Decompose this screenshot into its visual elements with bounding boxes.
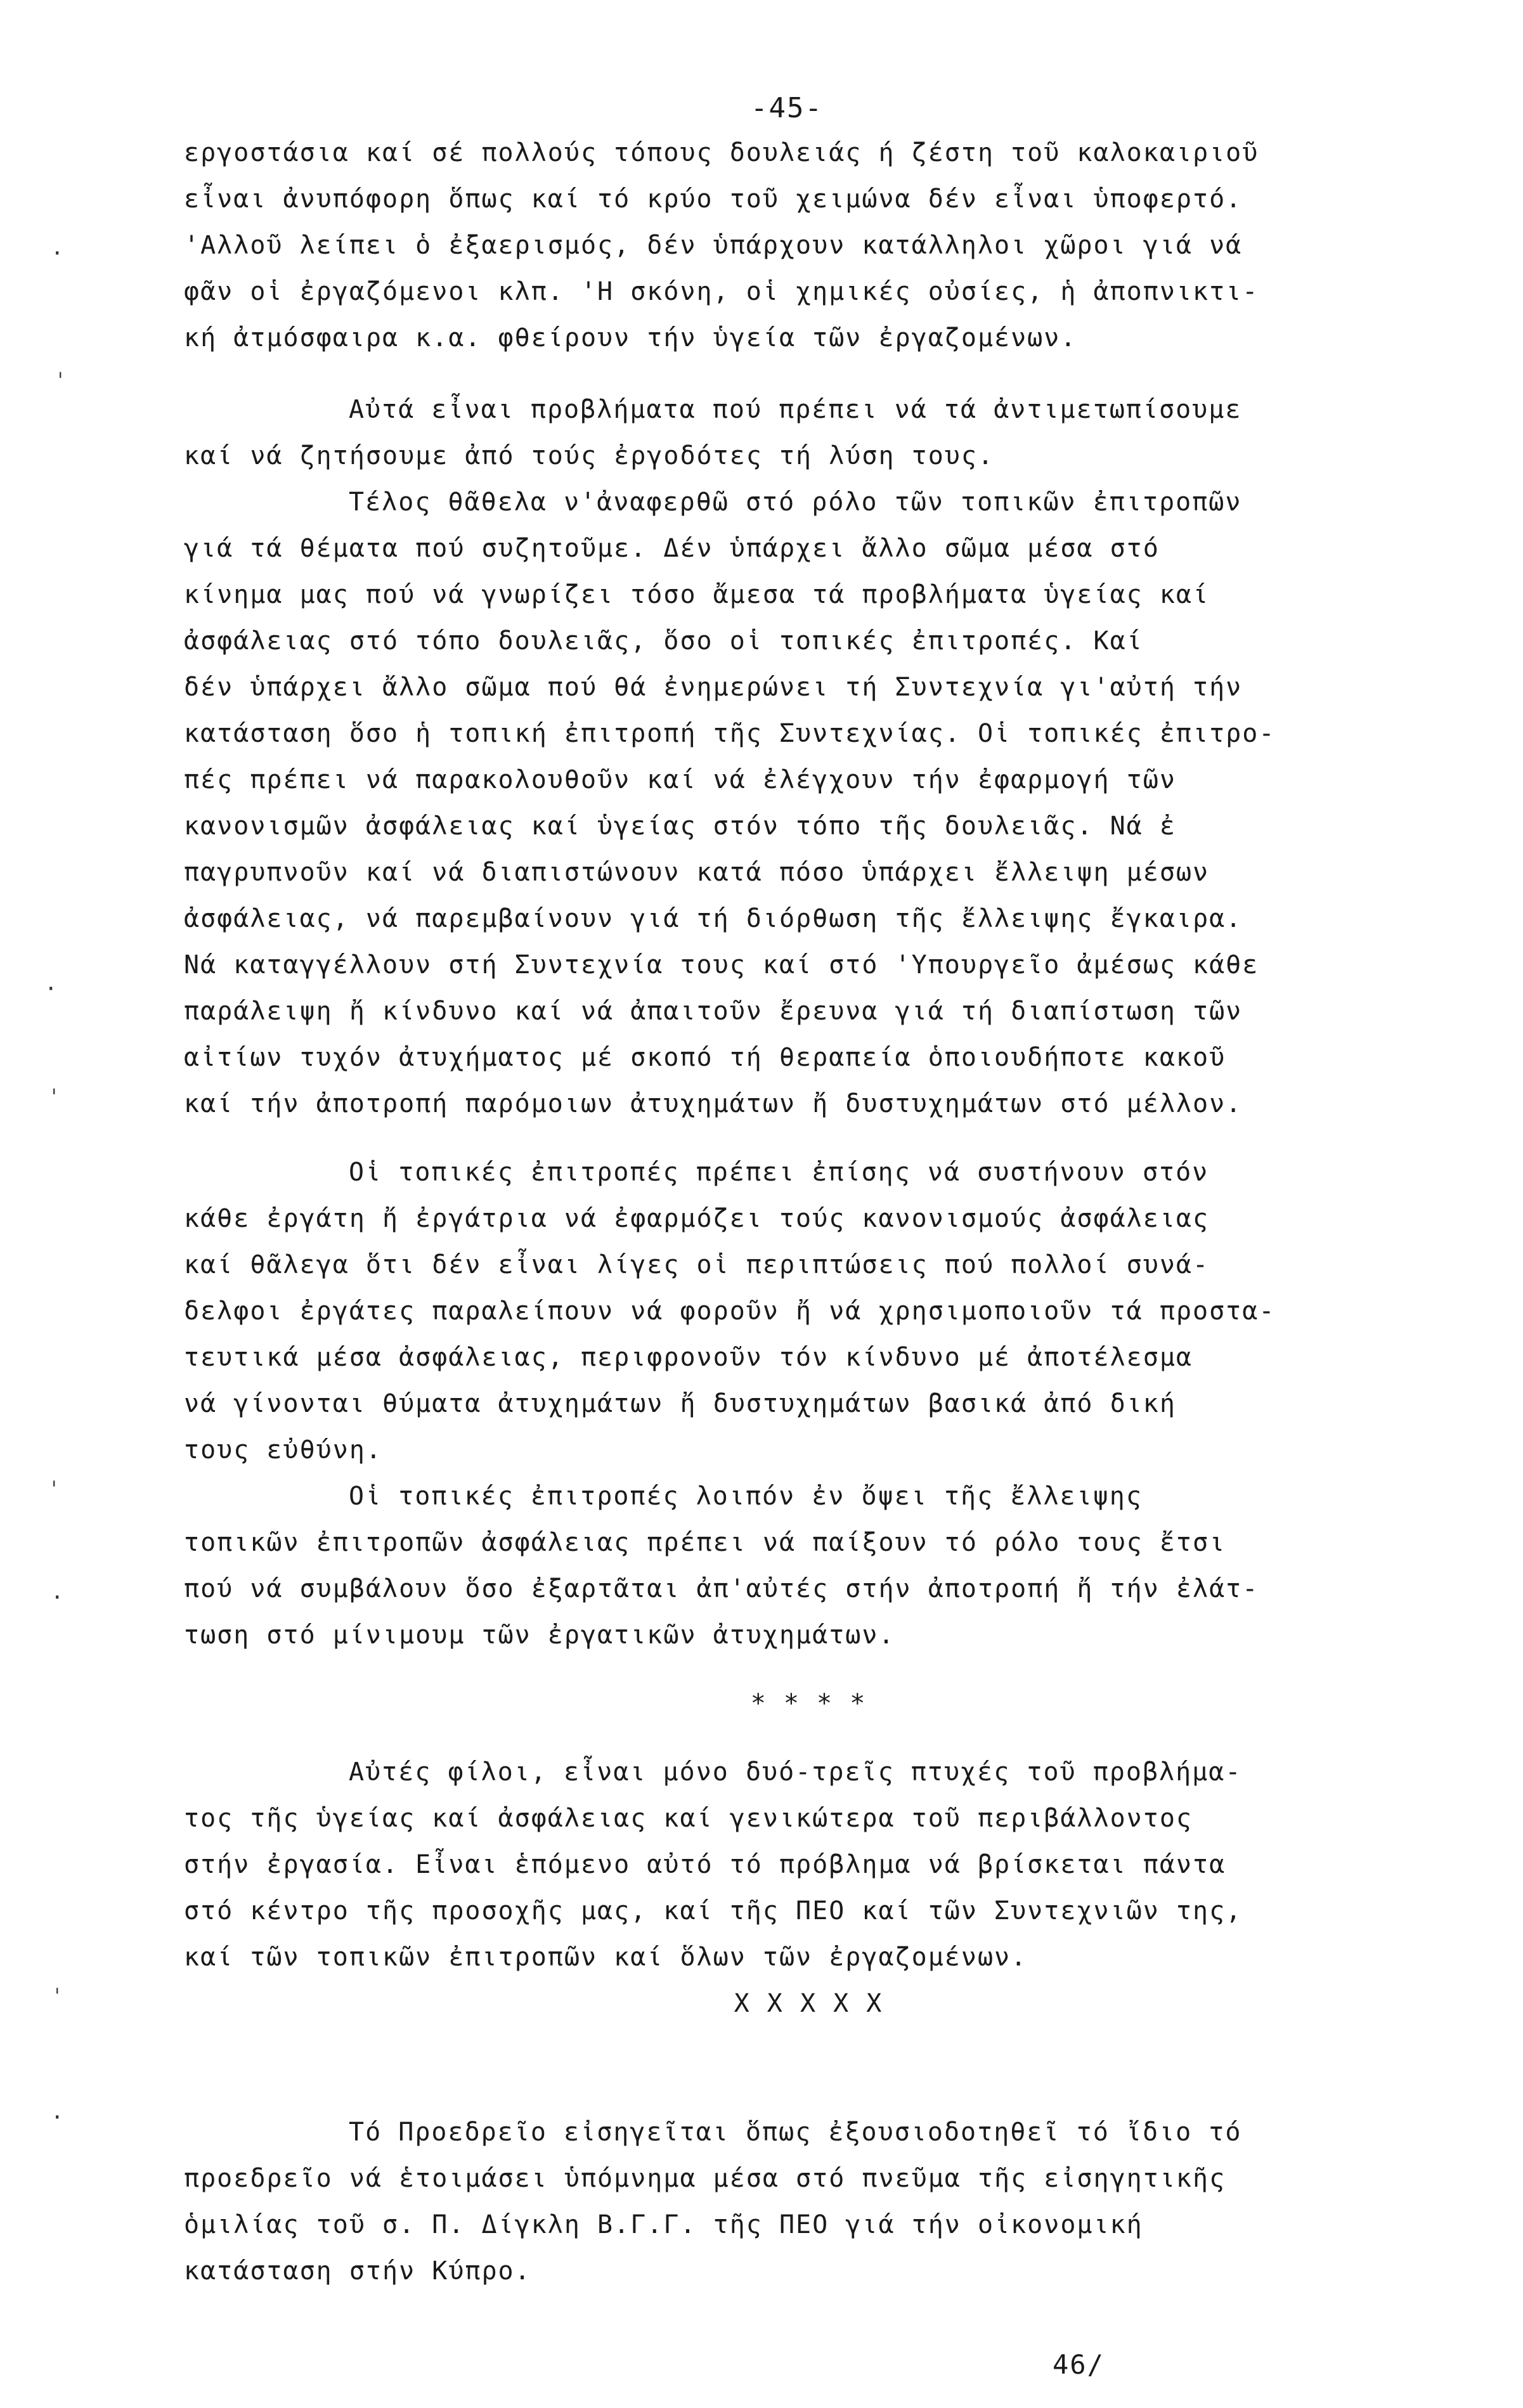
text-line: Οἱ τοπικές ἐπιτροπές πρέπει ἐπίσης νά συστήνουν στόν	[349, 1158, 1209, 1187]
star-separator: * * * *	[750, 1689, 867, 1718]
text-line: δέν ὑπάρχει ἄλλο σῶμα πού θά ἐνημερώνει τή Συντεχνία γι'αὐτή τήν	[184, 673, 1243, 702]
text-line: κάθε ἐργάτη ἤ ἐργάτρια νά ἐφαρμόζει τούς κανονισμούς ἀσφάλειας	[184, 1204, 1210, 1233]
text-line: 'Αλλοῦ λείπει ὁ ἐξαερισμός, δέν ὑπάρχουν κατάλληλοι χῶροι γιά νά	[184, 231, 1243, 260]
text-line: κατάσταση στήν Κύπρο.	[184, 2256, 531, 2286]
text-line: καί θᾶλεγα ὅτι δέν εἶναι λίγες οἱ περιπτώσεις πού πολλοί συνά-	[184, 1250, 1210, 1279]
text-line: στό κέντρο τῆς προσοχῆς μας, καί τῆς ΠΕΟ καί τῶν Συντεχνιῶν της,	[184, 1896, 1243, 1926]
scan-mark-icon: ˈ	[51, 1984, 64, 2010]
text-line: κίνημα μας πού νά γνωρίζει τόσο ἄμεσα τά προβλήματα ὑγείας καί	[184, 580, 1210, 609]
text-line: Οἱ τοπικές ἐπιτροπές λοιπόν ἐν ὄψει τῆς ἔλλειψης	[349, 1482, 1143, 1511]
text-line: κή ἀτμόσφαιρα κ.α. φθείρουν τήν ὑγεία τῶν ἐργαζομένων.	[184, 323, 1077, 353]
page-number: -45-	[751, 92, 823, 124]
text-line: ἀσφάλειας, νά παρεμβαίνουν γιά τή διόρθωση τῆς ἔλλειψης ἔγκαιρα.	[184, 904, 1243, 933]
text-line: Αὐτά εἶναι προβλήματα πού πρέπει νά τά ἀντιμετωπίσουμε	[349, 395, 1242, 424]
text-line: καί νά ζητήσουμε ἀπό τούς ἐργοδότες τή λύση τους.	[184, 441, 995, 470]
scan-mark-icon: ˌ	[48, 1071, 61, 1097]
text-line: τοπικῶν ἐπιτροπῶν ἀσφάλειας πρέπει νά παίξουν τό ρόλο τους ἔτσι	[184, 1528, 1226, 1557]
scan-mark-icon: ˈ	[48, 1477, 61, 1503]
text-line: προεδρεῖο νά ἑτοιμάσει ὑπόμνημα μέσα στό πνεῦμα τῆς εἰσηγητικῆς	[184, 2164, 1226, 2193]
paragraph	[184, 387, 1458, 479]
text-line: Αὐτές φίλοι, εἶναι μόνο δυό-τρεῖς πτυχές τοῦ προβλήμα-	[349, 1757, 1242, 1787]
continuation-page-marker: 46/	[1053, 2349, 1105, 2380]
text-line: Τό Προεδρεῖο εἰσηγεῖται ὅπως ἐξουσιοδοτηθεῖ τό ἴδιο τό	[349, 2118, 1242, 2147]
paragraph	[184, 130, 1458, 361]
text-line: καί τῶν τοπικῶν ἐπιτροπῶν καί ὅλων τῶν ἐργαζομένων.	[184, 1943, 1028, 1972]
scan-mark-icon: ·	[51, 1585, 64, 1610]
text-line: τος τῆς ὑγείας καί ἀσφάλειας καί γενικώτερα τοῦ περιβάλλοντος	[184, 1804, 1193, 1833]
text-line: πές πρέπει νά παρακολουθοῦν καί νά ἐλέγχουν τήν ἐφαρμογή τῶν	[184, 765, 1176, 794]
text-line: δελφοι ἐργάτες παραλείπουν νά φοροῦν ἤ νά χρησιμοποιοῦν τά προστα-	[184, 1297, 1276, 1326]
text-line: τωση στό μίνιμουμ τῶν ἐργατικῶν ἀτυχημάτων.	[184, 1621, 895, 1650]
scan-mark-icon: ˌ	[54, 355, 67, 380]
text-line: κατάσταση ὅσο ἡ τοπική ἐπιτροπή τῆς Συντεχνίας. Οἱ τοπικές ἐπιτρο-	[184, 719, 1276, 748]
text-line: πού νά συμβάλουν ὅσο ἐξαρτᾶται ἀπ'αὐτές στήν ἀποτροπή ἤ τήν ἐλάτ-	[184, 1574, 1259, 1603]
scan-mark-icon: ·	[51, 241, 64, 266]
paragraph-gap	[184, 2027, 1458, 2109]
paragraph-gap	[184, 1127, 1458, 1149]
text-line: στήν ἐργασία. Εἶναι ἑπόμενο αὐτό τό πρόβλημα νά βρίσκεται πάντα	[184, 1850, 1226, 1879]
paragraph	[184, 1749, 1458, 1981]
scan-mark-icon: ·	[44, 976, 58, 1002]
text-line: εργοστάσια καί σέ πολλούς τόπους δουλειάς ή ζέστη τοῦ καλοκαιριοῦ	[184, 138, 1259, 167]
text-line: αἰτίων τυχόν ἀτυχήματος μέ σκοπό τή θεραπεία ὁποιουδήποτε κακοῦ	[184, 1043, 1226, 1072]
text-line: εἶναι ἀνυπόφορη ὅπως καί τό κρύο τοῦ χειμώνα δέν εἶναι ὑποφερτό.	[184, 184, 1243, 214]
text-line: καί τήν ἀποτροπή παρόμοιων ἀτυχημάτων ἤ δυστυχημάτων στό μέλλον.	[184, 1089, 1243, 1118]
paragraph	[184, 2109, 1458, 2295]
text-line: ἀσφάλειας στό τόπο δουλειᾶς, ὅσο οἱ τοπικές ἐπιτροπές. Καί	[184, 626, 1143, 656]
text-line: φᾶν οἱ ἐργαζόμενοι κλπ. 'Η σκόνη, οἱ χημικές οὐσίες, ἡ ἀποπνικτι-	[184, 277, 1259, 306]
paragraph-gap	[184, 361, 1458, 387]
paragraph-gap	[184, 1659, 1458, 1681]
scan-mark-icon: ·	[51, 2105, 64, 2130]
x-separator: X X X X X	[734, 1989, 883, 2018]
paragraph-gap	[184, 1727, 1458, 1749]
text-line: κανονισμῶν ἀσφάλειας καί ὑγείας στόν τόπο τῆς δουλειᾶς. Νά ἐ	[184, 812, 1176, 841]
text-line: παγρυπνοῦν καί νά διαπιστώνουν κατά πόσο ὑπάρχει ἔλλειψη μέσων	[184, 858, 1210, 887]
paragraph	[184, 1473, 1458, 1659]
text-line: Νά καταγγέλλουν στή Συντεχνία τους καί στό 'Υπουργεῖο ἀμέσως κάθε	[184, 950, 1259, 980]
document-body	[184, 130, 1458, 2295]
paragraph	[184, 1149, 1458, 1473]
paragraph	[184, 479, 1458, 1127]
text-line: τους εὐθύνη.	[184, 1435, 382, 1465]
text-line: γιά τά θέματα πού συζητοῦμε. Δέν ὑπάρχει ἄλλο σῶμα μέσα στό	[184, 534, 1160, 563]
text-line: νά γίνονται θύματα ἀτυχημάτων ἤ δυστυχημάτων βασικά ἀπό δική	[184, 1389, 1176, 1418]
text-line: παράλειψη ἤ κίνδυνο καί νά ἀπαιτοῦν ἔρευνα γιά τή διαπίστωση τῶν	[184, 997, 1243, 1026]
text-line: τευτικά μέσα ἀσφάλειας, περιφρονοῦν τόν κίνδυνο μέ ἀποτέλεσμα	[184, 1343, 1193, 1372]
text-line: Τέλος θᾶθελα ν'ἀναφερθῶ στό ρόλο τῶν τοπικῶν ἐπιτροπῶν	[349, 488, 1242, 517]
text-line: ὁμιλίας τοῦ σ. Π. Δίγκλη Β.Γ.Γ. τῆς ΠΕΟ γιά τήν οἰκονομική	[184, 2210, 1143, 2239]
